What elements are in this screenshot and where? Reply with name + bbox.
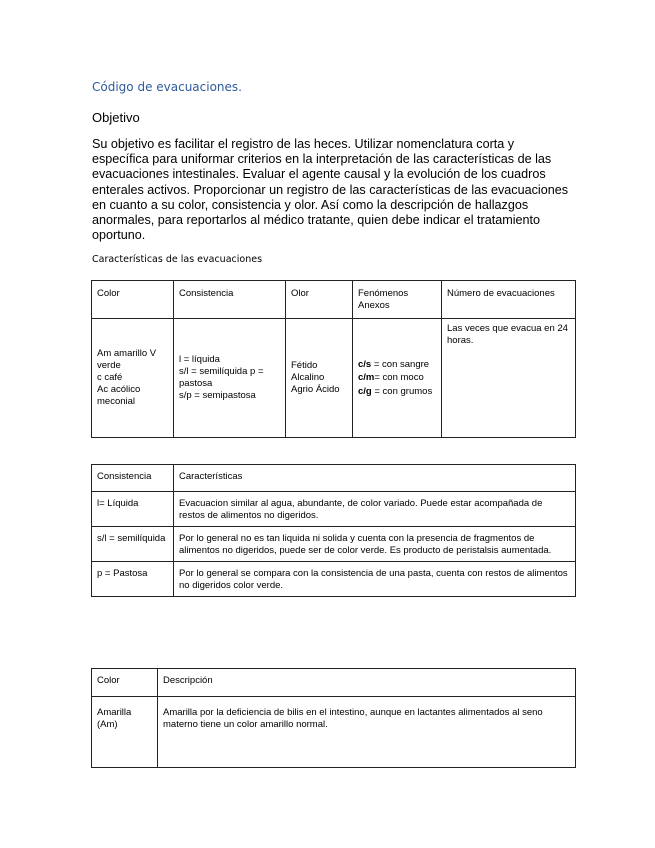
description-cell: Amarilla por la deficiencia de bilis en el intestino, aunque en lactantes alimentados al seno materno tiene un color amarillo normal.	[158, 697, 576, 768]
table-header-row	[92, 465, 576, 492]
consistencia-code-line: l = líquida	[179, 354, 220, 365]
olor-code-line: Fétido	[291, 360, 318, 371]
term-cell: Amarilla (Am)	[92, 697, 158, 768]
term-cell: l= Líquida	[92, 492, 174, 527]
numero-cell: Las veces que evacua en 24 horas.	[442, 319, 576, 438]
color-code-line: meconial	[97, 396, 136, 407]
term-cell: s/l = semilíquida	[92, 527, 174, 562]
objetivo-paragraph: Su objetivo es facilitar el registro de las heces. Utilizar nomenclatura corta y específica para uniformar criterios en la interpretación de las características de las evacuaciones intestinales. Evaluar el agente causal y la evolución de los cuadros enterales activos. Proporcionar un registro de las características de las evacuaciones en cuanto a su color, consistencia y olor. Así como la descripción de hallazgos anormales, para reportarlos al médico tratante, quien debe indicar el tratamiento oportuno.	[92, 137, 569, 243]
table-row	[92, 562, 576, 597]
header-cell: Color	[92, 281, 174, 319]
color-codes-cell	[92, 319, 174, 438]
table-row	[92, 492, 576, 527]
fenomeno-text: = con sangre	[371, 358, 430, 370]
header-cell: Descripción	[158, 669, 576, 697]
header-cell: Características	[174, 465, 576, 492]
fenomeno-text: = con moco	[374, 372, 424, 384]
consistencia-table	[91, 464, 576, 597]
olor-code-line: Alcalino	[291, 372, 325, 383]
consistencia-code-line: s/l = semilíquida p = pastosa	[179, 366, 264, 389]
header-cell: Olor	[286, 281, 353, 319]
fenomeno-code: c/g	[358, 385, 372, 397]
fenomeno-text: = con grumos	[371, 385, 433, 397]
header-cell: Consistencia	[92, 465, 174, 492]
table-header-row	[92, 281, 576, 319]
fenomenos-cell	[353, 319, 442, 438]
consistencia-code-line: s/p = semipastosa	[179, 390, 256, 401]
fenomeno-line	[358, 371, 436, 385]
fenomeno-line	[358, 385, 436, 399]
olor-codes-cell	[286, 319, 353, 438]
caracteristicas-heading: Características de las evacuaciones	[92, 254, 263, 265]
fenomeno-code: c/s	[358, 358, 372, 370]
color-code-line: c café	[97, 372, 123, 383]
color-code-line: Am amarillo V verde	[97, 348, 157, 371]
header-cell: Número de evacuaciones	[442, 281, 576, 319]
consistencia-codes-cell	[174, 319, 286, 438]
description-cell: Por lo general no es tan liquida ni solida y cuenta con la presencia de fragmentos de alimentos no digeridos, puede ser de color verde. Es producto de peristalsis aumentada.	[174, 527, 576, 562]
table-row	[92, 697, 576, 768]
table-header-row	[92, 669, 576, 697]
color-code-line: Ac acólico	[97, 384, 141, 395]
fenomeno-code: c/m	[358, 372, 375, 384]
fenomeno-line	[358, 358, 436, 372]
document-title: Código de evacuaciones.	[92, 80, 242, 94]
header-cell: Consistencia	[174, 281, 286, 319]
table-row	[92, 319, 576, 438]
olor-code-line: Agrio Ácido	[291, 384, 340, 395]
caracteristicas-table	[91, 280, 576, 438]
header-cell: Color	[92, 669, 158, 697]
table-row	[92, 527, 576, 562]
term-cell: p = Pastosa	[92, 562, 174, 597]
objetivo-heading: Objetivo	[92, 110, 140, 125]
description-cell: Evacuacion similar al agua, abundante, de color variado. Puede estar acompañada de restos de alimentos no digeridos.	[174, 492, 576, 527]
header-cell: Fenómenos Anexos	[353, 281, 442, 319]
description-cell: Por lo general se compara con la consistencia de una pasta, cuenta con restos de alimentos no digeridos color verde.	[174, 562, 576, 597]
color-table	[91, 668, 576, 768]
